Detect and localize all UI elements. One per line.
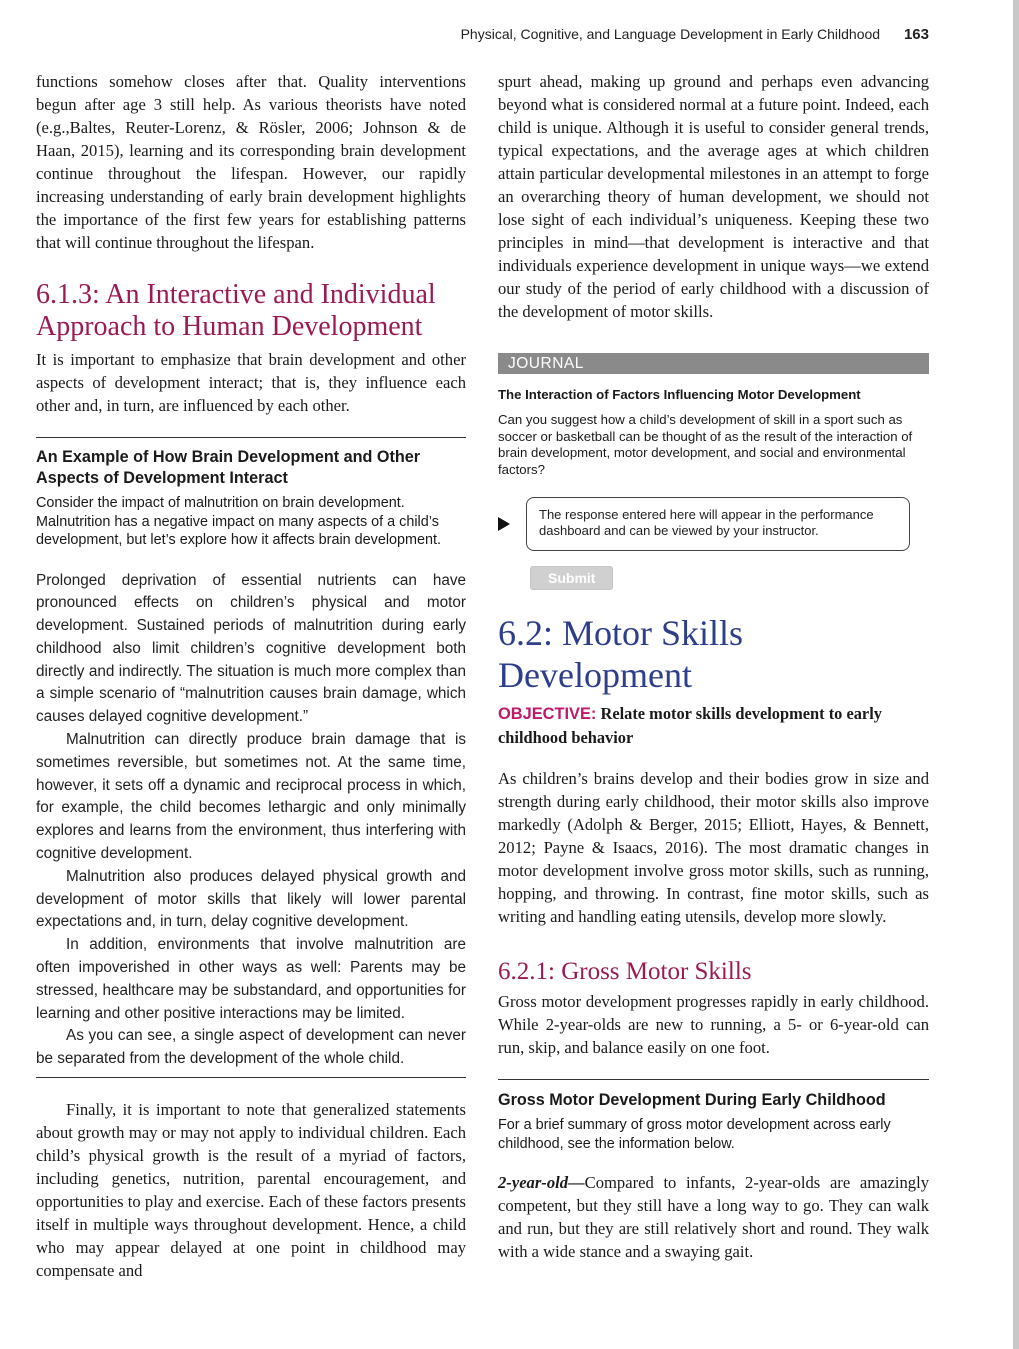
paragraph: It is important to emphasize that brain development and other aspects of development interact; that is, they influence each other and, in turn, are influenced by each other. (36, 350, 466, 415)
objective (498, 702, 929, 749)
paragraph: spurt ahead, making up ground and perhaps even advancing beyond what is considered normal at a future point. Indeed, each child is unique. Although it is useful to consider general trends, typical expectations, and the average ages at which children attain particular developmental milestones in an attempt to forge an overarching theory of human development, we should not lose sight of each individual’s uniqueness. Keeping these two principles in mind—that development is interactive and that individuals experience development in unique ways—we extend our study of the period of early childhood with a discussion of the development of motor skills. (498, 72, 929, 321)
section-heading: 6.1.3: An Interactive and Individual Approach to Human Development (36, 279, 436, 342)
paragraph: functions somehow closes after that. Quality interventions begun after age 3 still help. As various theorists have noted (e.g.,Baltes, Reuter-Lorenz, & Rösler, 2006; Johnson & de Haan, 2015), learning and its corresponding brain development continue throughout the lifespan. However, our rapidly increasing understanding of early brain development highlights the importance of the first few years for establishing patterns that will continue throughout the lifespan. (36, 72, 466, 252)
running-title: Physical, Cognitive, and Language Development in Early Childhood (460, 26, 881, 42)
journal-panel (498, 353, 929, 590)
journal-question: Can you suggest how a child’s development of skill in a sport such as soccer or basketball can be thought of as the result of the interaction of brain development, motor development, and social and environmental factors? (498, 412, 913, 477)
paragraph: Finally, it is important to note that generalized statements about growth may or may not apply to individual children. Each child’s physical growth is the result of a myriad of factors, including genetics, nutrition, parental encouragement, and opportunities to play and exercise. Each of these factors presents itself in multiple ways throughout development. Hence, a child who may appear delayed at one point in childhood may compensate and (36, 1100, 466, 1281)
paragraph: As children’s brains develop and their bodies grow in size and strength during early childhood, their motor skills also improve markedly (Adolph & Berger, 2015; Elliott, Hayes, & Bennett, 2012; Payne & Isaacs, 2016). The most dramatic changes in motor development involve gross motor skills, such as running, hopping, and throwing. In contrast, fine motor skills, such as writing and handling eating utensils, develop more slowly. (498, 769, 929, 927)
left-column (36, 70, 466, 1282)
journal-label: JOURNAL (498, 353, 929, 374)
example-paragraph: Malnutrition can directly produce brain damage that is sometimes reversible, but sometimes not. At the same time, however, it sets off a dynamic and reciprocal process in which, for example, the child becomes lethargic and only minimally explores and learns from the environment, thus interfering with cognitive development. (36, 731, 466, 863)
example-box-subtitle: Consider the impact of malnutrition on brain development. Malnutrition has a negative impact on many aspects of a child’s development, but let’s explore how it affects brain development. (36, 495, 442, 548)
term-label: 2-year-old— (498, 1173, 585, 1193)
right-column (498, 70, 929, 1263)
gross-box-paragraph (498, 1171, 929, 1263)
example-box-title: An Example of How Brain Development and Other Aspects of Development Interact (36, 448, 421, 487)
gross-box (498, 1080, 929, 1263)
example-paragraph: Prolonged deprivation of essential nutrients can have pronounced effects on children’s physical and motor development. Sustained periods of malnutrition during early childhood also limit children’s cognitive development both directly and indirectly. The situation is much more complex than a simple scenario of “malnutrition causes brain damage, which causes delayed cognitive development.” (36, 571, 466, 726)
play-arrow-icon (498, 517, 510, 531)
journal-title: The Interaction of Factors Influencing Motor Development (498, 387, 861, 402)
journal-response-row (498, 497, 929, 551)
example-box (36, 438, 466, 1071)
objective-tag: OBJECTIVE: (498, 705, 597, 724)
page-edge-rule (1013, 0, 1019, 1349)
example-paragraph: In addition, environments that involve malnutrition are often impoverished in other ways as well: Parents may be stressed, healthcare may be substandard, and opportunities for learning and other positive interactions may be limited. (36, 936, 466, 1022)
submit-button[interactable]: Submit (530, 566, 613, 590)
example-paragraph: Malnutrition also produces delayed physical growth and development of motor skills that likely will lower parental expectations and, in turn, delay cognitive development. (36, 867, 466, 931)
journal-response-input[interactable]: The response entered here will appear in the performance dashboard and can be viewed by your instructor. (526, 497, 910, 551)
example-box-bottom-rule (36, 1077, 466, 1078)
paragraph: Gross motor development progresses rapidly in early childhood. While 2-year-olds are new to running, a 5- or 6-year-old can run, skip, and balance easily on one foot. (498, 992, 929, 1058)
subsection-heading: 6.2.1: Gross Motor Skills (498, 958, 752, 986)
gross-box-subtitle: For a brief summary of gross motor development across early childhood, see the information below. (498, 1117, 891, 1152)
example-paragraph: As you can see, a single aspect of development can never be separated from the development of the whole child. (36, 1027, 466, 1068)
gross-box-title: Gross Motor Development During Early Childhood (498, 1091, 886, 1110)
chapter-heading: 6.2: Motor Skills Development (498, 613, 744, 696)
term-text: Compared to infants, 2-year-olds are amazingly competent, but they still have a long way to go. They can walk and run, but they are still relatively short and round. They walk with a wide stance and a swaying gait. (498, 1173, 929, 1262)
running-head (461, 26, 929, 43)
objective-text: Relate motor skills development to early childhood behavior (498, 704, 882, 748)
page-number: 163 (903, 26, 929, 43)
